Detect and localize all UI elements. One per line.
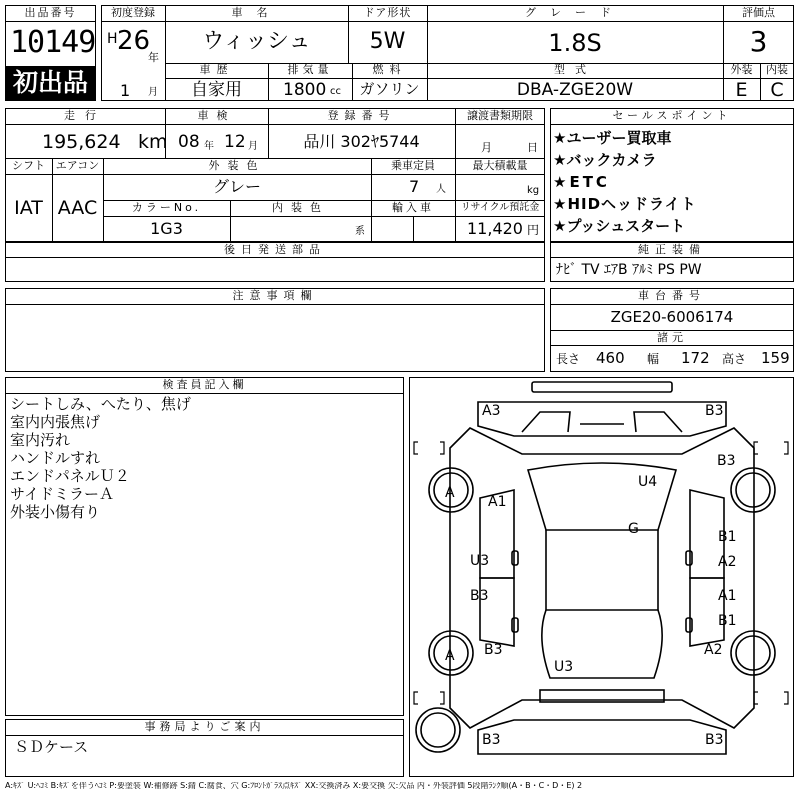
inspector-label: 検査員記入欄 [162, 378, 247, 391]
color-no-label: カラーNo. [131, 201, 202, 214]
damage-mark: U3 [554, 659, 574, 675]
width: 172 [681, 349, 710, 367]
shift-label: シフト [12, 159, 45, 172]
damage-mark: B3 [705, 403, 724, 419]
grade-label: グレード [525, 6, 625, 19]
inspector-line: エンドパネルＵ２ [10, 467, 130, 485]
ac: AAC [57, 197, 98, 219]
sales-point-item: ★HIDヘッドライト [553, 195, 697, 213]
sales-point-item: ★プッシュスタート [553, 217, 686, 235]
height: 159 [761, 349, 790, 367]
car-outline [410, 378, 794, 777]
first-listing-text: 初出品 [12, 68, 88, 97]
notes-label: 注意事項欄 [232, 289, 318, 302]
sales-points-label: セールスポイント [612, 109, 732, 122]
first-reg-label: 初度登録 [111, 6, 155, 19]
damage-mark: A2 [718, 554, 737, 570]
transfer-day-unit: 日 [527, 141, 538, 154]
interior-grade: C [770, 79, 784, 101]
later-parts-label: 後日発送部品 [224, 243, 326, 256]
history: 自家用 [191, 80, 242, 100]
displacement-label: 排気量 [287, 63, 333, 76]
inspector-line: サイドミラーＡ [10, 485, 114, 503]
mileage-label: 走行 [64, 109, 106, 122]
damage-mark: A [445, 485, 455, 501]
first-reg-year: 26 [117, 26, 151, 56]
mileage: 195,624 [42, 131, 121, 153]
shift: IAT [14, 197, 43, 219]
year-unit: 年 [148, 51, 159, 64]
fuel-label: 燃料 [372, 63, 407, 76]
int-color-label: 内装色 [272, 201, 329, 214]
damage-mark: A1 [488, 494, 507, 510]
score-label: 評価点 [742, 6, 775, 19]
recycle-amount: 11,420 [467, 219, 523, 238]
inspection-month: 12 [224, 132, 246, 152]
ext-color-label: 外装色 [208, 159, 266, 172]
recycle-label: リサイクル預託金 [460, 202, 540, 213]
equipment-value: ﾅﾋﾞ TV ｴｱB ｱﾙﾐ PS PW [556, 262, 702, 278]
inspector-line: 室内汚れ [10, 431, 71, 449]
lot-number: 10149 [10, 25, 96, 60]
door-label: ドア形状 [363, 6, 412, 19]
equipment-label: 純正装備 [638, 243, 706, 256]
era: H [107, 31, 118, 47]
history-label: 車歴 [199, 63, 234, 76]
damage-mark: B3 [717, 453, 736, 469]
damage-mark: B3 [484, 642, 503, 658]
int-color-unit: 系 [355, 226, 365, 237]
width-label: 幅 [647, 352, 660, 366]
score: 3 [749, 25, 768, 58]
damage-mark: A2 [704, 642, 723, 658]
inspection-year-unit: 年 [204, 141, 214, 152]
inspector-line: 室内内張焦げ [10, 413, 101, 431]
length: 460 [596, 349, 625, 367]
chassis-label: 車台番号 [638, 289, 706, 302]
dims-label: 諸元 [657, 331, 687, 344]
ext-color: グレー [212, 177, 261, 196]
car-name: ウィッシュ [202, 29, 311, 54]
fuel: ガソリン [359, 80, 420, 98]
damage-mark: U3 [470, 553, 490, 569]
capacity: 7 [409, 177, 420, 196]
recycle-unit: 円 [527, 223, 540, 237]
damage-mark: G [628, 521, 639, 537]
model-label: 型式 [554, 63, 596, 76]
sales-point-item: ★ユーザー買取車 [553, 129, 672, 147]
inspection-label: 車検 [197, 109, 236, 122]
damage-mark: B1 [718, 613, 737, 629]
exterior-grade: E [735, 79, 748, 101]
office-message: ＳＤケース [14, 738, 89, 756]
mileage-unit: km [138, 131, 168, 153]
door-type: 5W [369, 29, 406, 54]
damage-mark: B3 [470, 588, 489, 604]
legend: A:ｷｽﾞ U:ﾍｺﾐ B:ｷｽﾞを伴うﾍｺﾐ P:要塗装 W:補修跡 S:錆 C:腐食、穴 G:ﾌﾛﾝﾄｶﾞﾗｽ点ｷｽﾞ XX:交換済み X:要交換 欠:欠品 内・外装評価 5段階ﾗﾝｸ順(A・B・C・D・E) 2 [5, 782, 583, 790]
capacity-unit: 人 [436, 184, 446, 195]
damage-diagram [409, 377, 794, 777]
damage-mark: B3 [705, 732, 724, 748]
height-label: 高さ [722, 352, 747, 366]
transfer-month-unit: 月 [481, 141, 492, 154]
damage-mark: U4 [638, 474, 658, 490]
damage-mark: A [445, 648, 455, 664]
first-reg-month: 1 [120, 81, 131, 100]
exterior-grade-label: 外装 [730, 63, 753, 76]
import-label: 輸入車 [392, 201, 434, 214]
reg-number: 品川 302ﾔ5744 [303, 132, 420, 151]
damage-mark: B3 [482, 732, 501, 748]
length-label: 長さ [556, 352, 581, 366]
lot-number-label: 出品番号 [24, 6, 77, 19]
inspector-line: 外装小傷有り [10, 503, 101, 521]
details-table [5, 108, 545, 242]
grade: 1.8S [548, 29, 602, 57]
interior-grade-label: 内装 [766, 63, 788, 76]
damage-mark: A3 [482, 403, 501, 419]
month-unit: 月 [148, 87, 158, 98]
reg-number-label: 登録番号 [327, 109, 396, 122]
inspector-line: シートしみ、へたり、焦げ [10, 395, 191, 413]
model-code: DBA-ZGE20W [516, 80, 634, 100]
damage-mark: A1 [718, 588, 737, 604]
capacity-label: 乗車定員 [391, 159, 435, 172]
displacement: 1800 [283, 80, 327, 100]
sales-point-item: ★ETC [553, 173, 610, 191]
sales-point-item: ★バックカメラ [553, 151, 657, 169]
transfer-label: 譲渡書類期限 [467, 109, 533, 122]
office-label: 事務局よりご案内 [144, 720, 265, 733]
load-label: 最大積載量 [472, 159, 528, 172]
damage-mark: B1 [718, 529, 737, 545]
displacement-unit: cc [330, 86, 341, 97]
chassis-number: ZGE20-6006174 [610, 308, 734, 326]
load-unit: kg [527, 185, 540, 196]
inspector-line: ハンドルすれ [10, 449, 101, 467]
color-no: 1G3 [150, 219, 183, 238]
car-name-label: 車名 [231, 6, 282, 19]
ac-label: エアコン [55, 159, 100, 172]
inspection-month-unit: 月 [248, 141, 258, 152]
inspection-year: 08 [178, 132, 200, 152]
